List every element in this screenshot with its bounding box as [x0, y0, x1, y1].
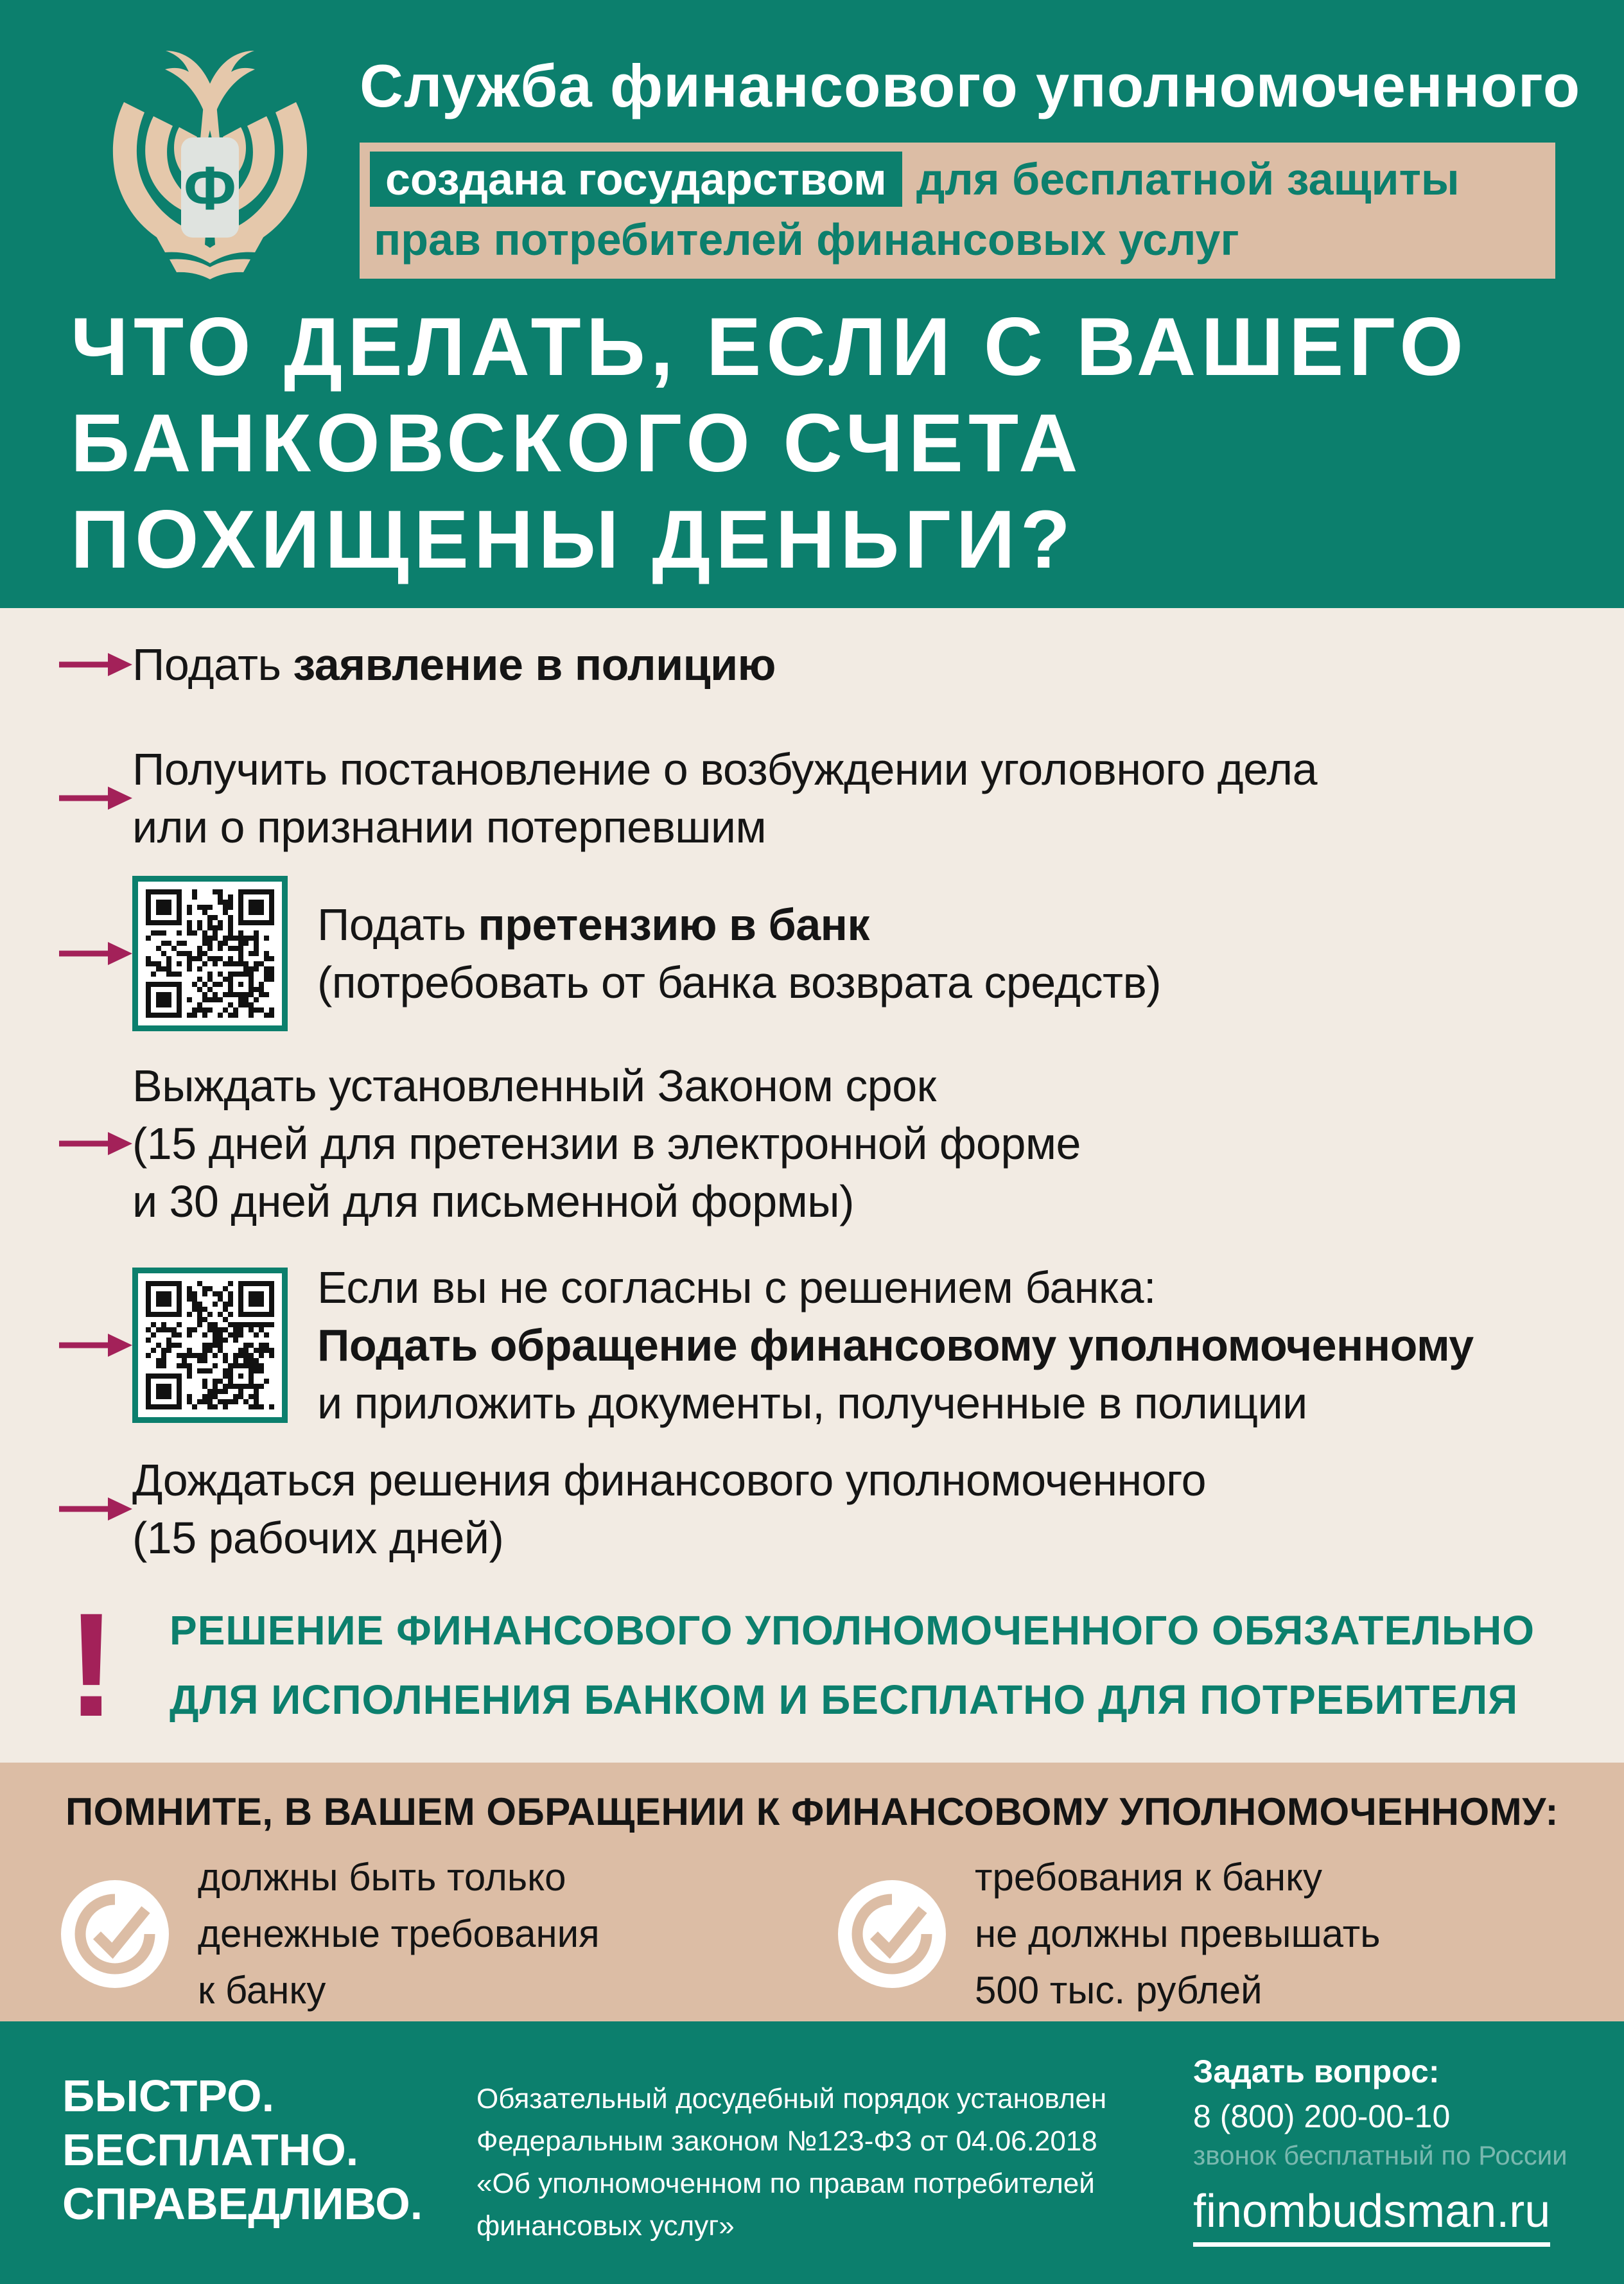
step-text-line: Получить постановление о возбуждении уголовного дела: [132, 744, 1318, 794]
slogan-line: БЫСТРО.: [62, 2071, 275, 2121]
legal-text-line: «Об уполномоченном по правам потребителей: [476, 2168, 1095, 2199]
main-title: [71, 299, 1469, 588]
note-text-line: ДЛЯ ИСПОЛНЕНИЯ БАНКОМ И БЕСПЛАТНО ДЛЯ ПОТРЕБИТЕЛЯ: [170, 1677, 1519, 1723]
exclamation-mark-icon: !: [67, 1582, 116, 1747]
org-title: Служба финансового уполномоченного: [360, 52, 1581, 119]
step-item: [58, 1255, 1474, 1435]
header-right: [360, 51, 1581, 279]
step-text-line: (15 дней для претензии в электронной форме: [132, 1119, 1081, 1169]
reminder-item-text: [198, 1849, 600, 2019]
step-item: [58, 626, 776, 703]
step-text: [132, 1451, 1206, 1567]
step-text-line: и 30 дней для письменной формы): [132, 1176, 854, 1226]
step-text-line: Подать обращение финансовому уполномоченному: [317, 1320, 1474, 1370]
ask-question-label: Задать вопрос:: [1193, 2053, 1440, 2089]
arrow-right-icon: [58, 1495, 132, 1523]
step-item: [58, 737, 1317, 859]
reminder-text-line: денежные требования: [198, 1912, 600, 1955]
phone-number: 8 (800) 200-00-10: [1193, 2098, 1451, 2134]
step-text: [317, 896, 1161, 1011]
note-text: [170, 1596, 1535, 1734]
footer-section: [0, 2021, 1624, 2284]
step-text: [132, 1057, 1081, 1230]
step-text-line: Дождаться решения финансового уполномоченного: [132, 1455, 1207, 1505]
footer-legal-text: [476, 2078, 1106, 2247]
badge-after-highlight: для бесплатной защиты: [916, 154, 1460, 204]
step-text: [132, 740, 1317, 856]
svg-text:Ф: Ф: [184, 154, 236, 223]
reminder-text-line: 500 тыс. рублей: [975, 1969, 1262, 2012]
note-text-line: РЕШЕНИЕ ФИНАНСОВОГО УПОЛНОМОЧЕННОГО ОБЯЗАТЕЛЬНО: [170, 1607, 1535, 1653]
arrow-right-icon: [58, 1331, 132, 1359]
main-title-line: ЧТО ДЕЛАТЬ, ЕСЛИ С ВАШЕГО: [71, 301, 1469, 393]
reminder-section: [0, 1763, 1624, 2021]
reminder-text-line: должны быть только: [198, 1856, 566, 1899]
important-note: [67, 1582, 1535, 1747]
step-item: [58, 1054, 1081, 1234]
qr-code: [132, 1268, 288, 1423]
step-text-line: (15 рабочих дней): [132, 1513, 504, 1563]
check-circle-icon: [61, 1880, 169, 1988]
step-text: [132, 636, 776, 693]
qr-code: [132, 876, 288, 1031]
step-item: [58, 875, 1161, 1033]
step-text-line: Если вы не согласны с решением банка:: [317, 1262, 1156, 1312]
step-item: [58, 1448, 1206, 1570]
header-badge: [360, 143, 1555, 279]
legal-text-line: Обязательный досудебный порядок установлен: [476, 2083, 1107, 2114]
footer-slogan: [62, 2069, 423, 2231]
legal-text-line: Федеральным законом №123-ФЗ от 04.06.2018: [476, 2125, 1097, 2157]
step-text-line: или о признании потерпевшим: [132, 802, 767, 852]
step-text-line: Подать претензию в банк: [317, 900, 869, 950]
badge-line1: [370, 152, 1545, 207]
reminder-title: ПОМНИТЕ, В ВАШЕМ ОБРАЩЕНИИ К ФИНАНСОВОМУ УПОЛНОМОЧЕННОМУ:: [65, 1790, 1559, 1833]
finombudsman-logo: [94, 41, 326, 280]
badge-line2: прав потребителей финансовых услуг: [374, 214, 1239, 265]
website-link[interactable]: finombudsman.ru: [1193, 2186, 1550, 2247]
reminder-text-line: к банку: [198, 1969, 326, 2012]
slogan-line: БЕСПЛАТНО.: [62, 2125, 359, 2175]
footer-contact: [1193, 2053, 1567, 2247]
step-text-line: (потребовать от банка возврата средств): [317, 957, 1162, 1007]
step-text: [317, 1259, 1474, 1432]
badge-highlight: создана государством: [370, 152, 902, 207]
step-text-line: и приложить документы, полученные в полиции: [317, 1378, 1307, 1428]
reminder-text-line: требования к банку: [975, 1856, 1322, 1899]
slogan-line: СПРАВЕДЛИВО.: [62, 2179, 423, 2229]
reminder-item: [61, 1849, 600, 2019]
reminder-text-line: не должны превышать: [975, 1912, 1381, 1955]
main-title-line: ПОХИЩЕНЫ ДЕНЬГИ?: [71, 494, 1076, 586]
arrow-right-icon: [58, 784, 132, 812]
main-title-line: БАНКОВСКОГО СЧЕТА: [71, 397, 1083, 489]
arrow-right-icon: [58, 1129, 132, 1158]
arrow-right-icon: [58, 939, 132, 968]
phone-note: звонок бесплатный по России: [1193, 2140, 1567, 2170]
step-text-line: Подать заявление в полицию: [132, 640, 776, 690]
reminder-item: [838, 1849, 1380, 2019]
header-section: [0, 0, 1624, 608]
reminder-item-text: [975, 1849, 1380, 2019]
step-text-line: Выждать установленный Законом срок: [132, 1061, 936, 1111]
steps-section: [0, 608, 1624, 1763]
check-circle-icon: [838, 1880, 946, 1988]
legal-text-line: финансовых услуг»: [476, 2210, 735, 2242]
arrow-right-icon: [58, 650, 132, 679]
